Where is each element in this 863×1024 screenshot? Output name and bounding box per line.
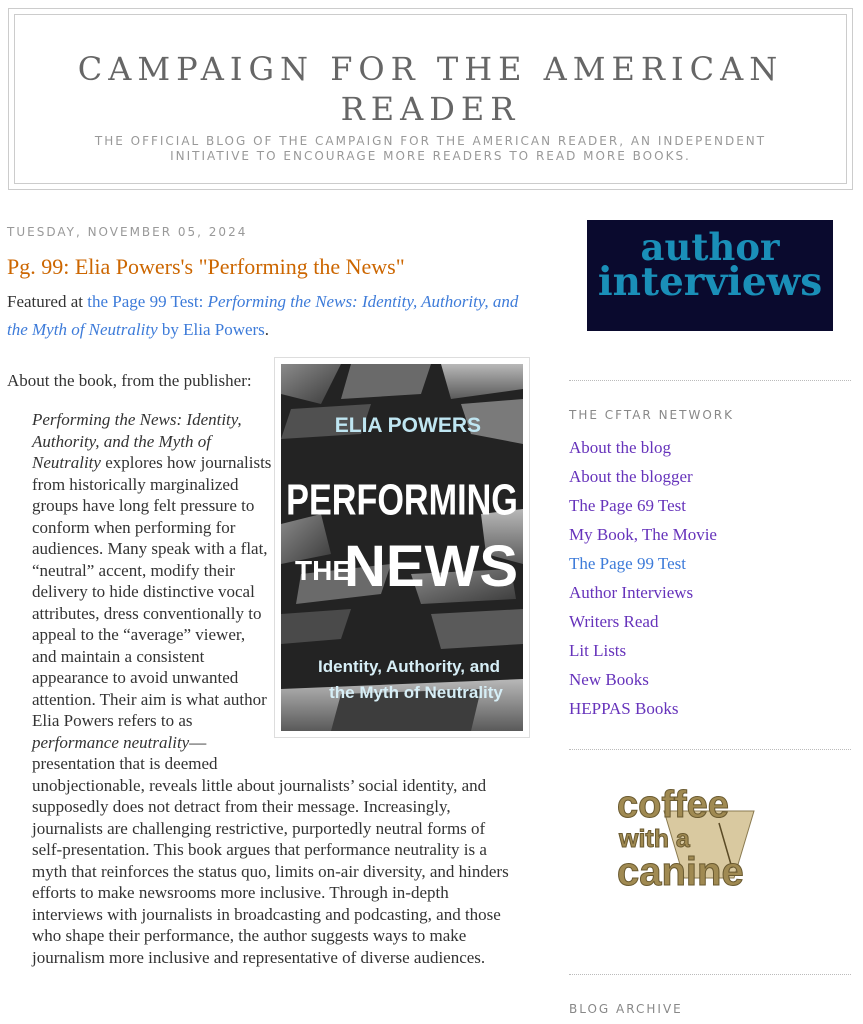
author-interviews-line2: interviews xyxy=(597,259,823,305)
coffee-word: coffee xyxy=(617,784,729,826)
sidebar-divider xyxy=(569,749,851,750)
post-title[interactable]: Pg. 99: Elia Powers's "Performing the News" xyxy=(7,254,405,279)
about-book-label: About the book, from the publisher: xyxy=(7,371,252,390)
network-link-lit-lists[interactable]: Lit Lists xyxy=(569,641,627,660)
author-interviews-line1: author xyxy=(640,225,780,269)
network-link-page-69[interactable]: The Page 69 Test xyxy=(569,496,686,515)
post xyxy=(7,218,532,967)
canine-word: canine xyxy=(617,850,744,894)
network-link-about-blogger[interactable]: About the blogger xyxy=(569,467,693,486)
network-link-page-99[interactable]: The Page 99 Test xyxy=(569,554,686,573)
cover-title-the: THE xyxy=(295,555,351,586)
cover-author: ELIA POWERS xyxy=(334,414,481,437)
blurb-float-spacer xyxy=(272,409,512,755)
author-link[interactable]: Elia Powers xyxy=(183,320,265,339)
author-interviews-banner[interactable] xyxy=(587,220,833,331)
post-date: TUESDAY, NOVEMBER 05, 2024 xyxy=(7,225,248,239)
network-link-writers-read[interactable]: Writers Read xyxy=(569,612,659,631)
network-link-author-interviews[interactable]: Author Interviews xyxy=(569,583,694,602)
network-link-about-blog[interactable]: About the blog xyxy=(569,438,671,457)
blog-header xyxy=(8,8,853,190)
blog-archive-heading: BLOG ARCHIVE xyxy=(569,1002,683,1016)
featured-line xyxy=(7,288,532,344)
featured-by[interactable]: by xyxy=(157,320,184,339)
blog-header-inner xyxy=(14,14,847,184)
network-links xyxy=(569,433,717,723)
site-title[interactable]: CAMPAIGN FOR THE AMERICAN READER xyxy=(77,50,784,128)
blurb-book-title: Performing the News: Identity, Authority, and the Myth of Neutrality xyxy=(32,410,242,472)
coffee-with-a-canine-logo[interactable] xyxy=(614,783,784,903)
network-heading: THE CFTAR NETWORK xyxy=(569,408,734,422)
network-link-new-books[interactable]: New Books xyxy=(569,670,649,689)
featured-prefix: Featured at xyxy=(7,292,88,311)
with-a-word: with a xyxy=(619,825,690,853)
sidebar-divider xyxy=(569,974,851,975)
book-blurb xyxy=(32,409,512,968)
blurb-part-2: —presentation that is deemed unobjectionable, reveals little about journalists’ social identity, and supposedly does not detract from their message. Increasingly, journalists are challenging restrictive, purportedly neutral forms of self-presentation. This book argues that performance neutrality is a myth that reinforces the status quo, limits on-air diversity, and hinders efforts to make newsrooms more inclusive. Through in-depth interviews with journalists in broadcasting and podcasting, and those who shape their performance, the author suggests ways to make journalism more inclusive and representative of diverse audiences. xyxy=(32,732,509,967)
network-link-my-book-movie[interactable]: My Book, The Movie xyxy=(569,525,717,544)
network-link-heppas-books[interactable]: HEPPAS Books xyxy=(569,699,679,718)
cover-subtitle-2: the Myth of Neutrality xyxy=(329,683,503,702)
blurb-text xyxy=(32,409,512,968)
cover-title-news: NEWS xyxy=(344,534,518,599)
book-title-link[interactable]: Performing the News: Identity, Authority, and the Myth of Neutrality xyxy=(7,292,519,339)
blurb-term: performance neutrality xyxy=(32,732,190,752)
page-99-test-link[interactable]: the Page 99 Test: xyxy=(87,292,208,311)
site-description: THE OFFICIAL BLOG OF THE CAMPAIGN FOR THE AMERICAN READER, AN INDEPENDENT INITIATIVE TO ENCOURAGE MORE READERS TO READ MORE BOOKS. xyxy=(94,134,767,163)
cover-subtitle-1: Identity, Authority, and xyxy=(318,657,500,676)
cover-title-line1: PERFORMING xyxy=(286,475,518,525)
sidebar-divider xyxy=(569,380,851,381)
featured-end: . xyxy=(264,320,270,339)
blurb-part-1: explores how journalists from historically marginalized groups have long felt pressure to conform when performing for audiences. Many speak with a flat, “neutral” accent, modify their delivery to hide distinctive vocal attributes, dress conventionally to appeal to the “average” viewer, and maintain a consistent appearance to avoid unwanted attention. Their aim is what author Elia Powers refers to as xyxy=(32,453,272,730)
